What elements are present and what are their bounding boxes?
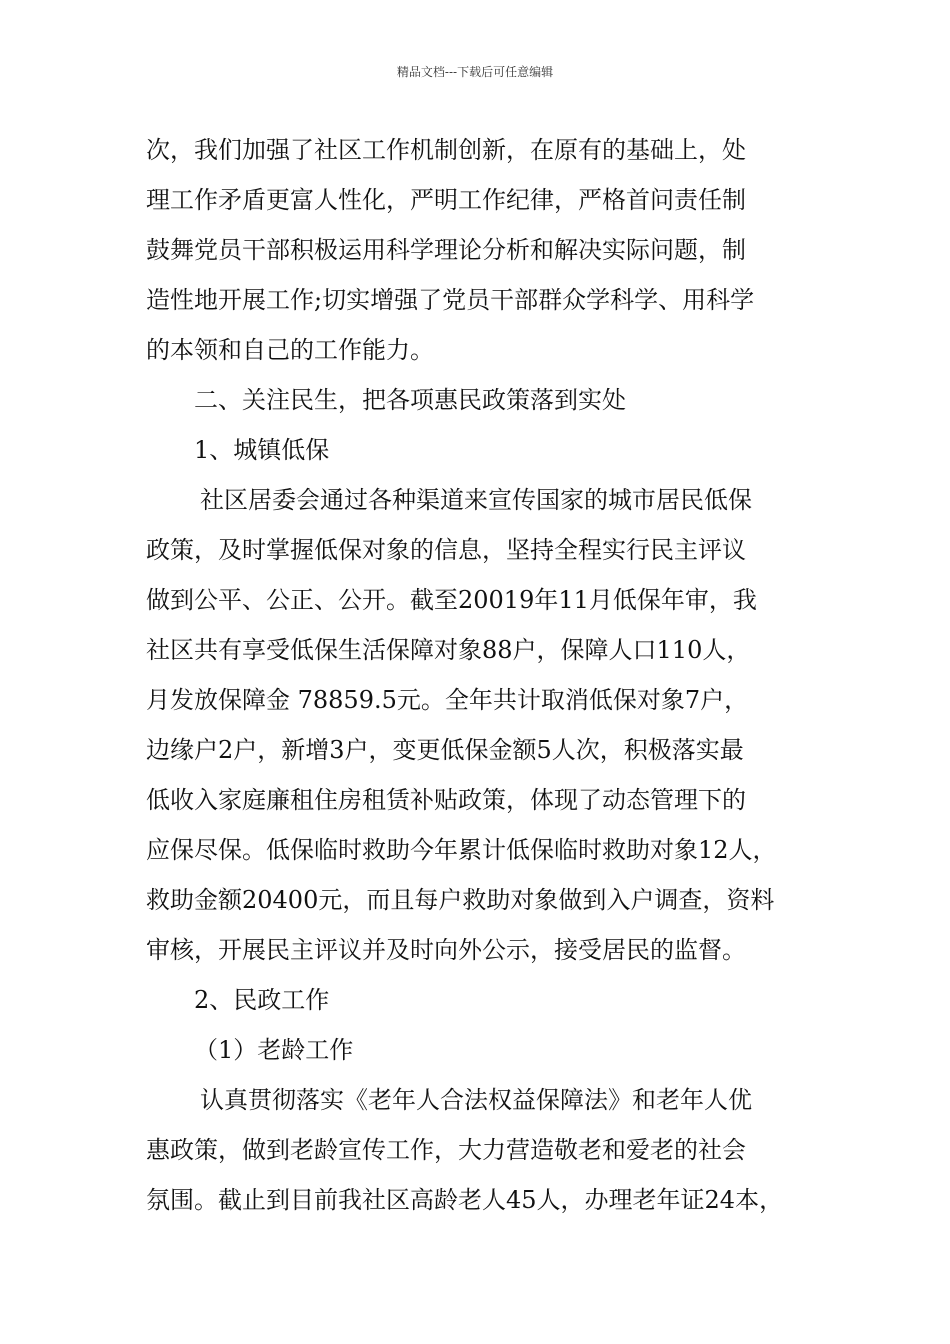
text-line: 审核，开展民主评议并及时向外公示，接受居民的监督。: [146, 936, 746, 964]
text-line: 理工作矛盾更富人性化，严明工作纪律，严格首问责任制: [146, 186, 746, 214]
subsection-heading: 1、城镇低保: [194, 436, 330, 464]
page-header: 精品文档---下载后可任意编辑: [396, 65, 554, 79]
text-line: 的本领和自己的工作能力。: [146, 336, 434, 364]
text-line: 造性地开展工作;切实增强了党员干部群众学科学、用科学: [146, 286, 755, 314]
text-line: 做到公平、公正、公开。截至20019年11月低保年审，我: [146, 586, 757, 614]
text-line: 认真贯彻落实《老年人合法权益保障法》和老年人优: [200, 1086, 752, 1114]
text-line: 政策，及时掌握低保对象的信息，坚持全程实行民主评议: [146, 536, 746, 564]
text-line: 次，我们加强了社区工作机制创新，在原有的基础上，处: [146, 136, 746, 164]
text-line: 社区共有享受低保生活保障对象88户，保障人口110人，: [146, 636, 751, 664]
text-line: 救助金额20400元，而且每户救助对象做到入户调查，资料: [146, 886, 775, 914]
text-line: 氛围。截止到目前我社区高龄老人45人，办理老年证24本，: [146, 1186, 784, 1214]
text-line: 惠政策，做到老龄宣传工作，大力营造敬老和爱老的社会: [146, 1136, 746, 1164]
section-heading: 二、关注民生，把各项惠民政策落到实处: [194, 386, 626, 414]
text-line: 鼓舞党员干部积极运用科学理论分析和解决实际问题，制: [146, 236, 746, 264]
text-line: 应保尽保。低保临时救助今年累计低保临时救助对象12人，: [146, 836, 777, 864]
subsection-heading: 2、民政工作: [194, 986, 330, 1014]
text-line: 月发放保障金 78859.5元。全年共计取消低保对象7户，: [146, 686, 749, 714]
text-line: 边缘户2户，新增3户，变更低保金额5人次，积极落实最: [146, 736, 744, 764]
text-line: 低收入家庭廉租住房租赁补贴政策，体现了动态管理下的: [146, 786, 746, 814]
subsection-heading: （1）老龄工作: [194, 1036, 354, 1064]
text-line: 社区居委会通过各种渠道来宣传国家的城市居民低保: [200, 486, 752, 514]
